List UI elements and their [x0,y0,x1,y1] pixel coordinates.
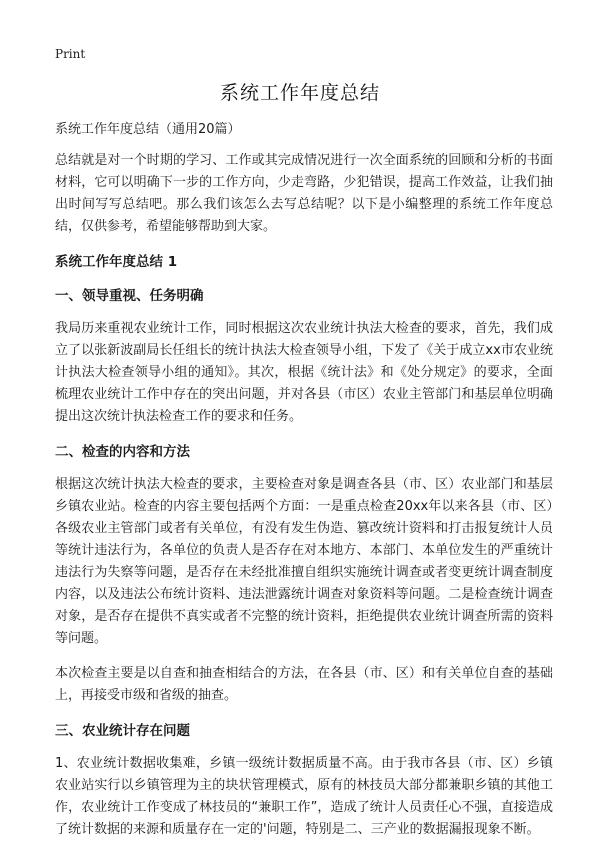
section-paragraph: 本次检查主要是以自查和抽查相结合的方法，在各县（市、区）和有关单位自查的基础上，再接受市级和省级的抽查。 [55,666,553,703]
print-link[interactable]: Print [55,47,86,61]
section-paragraph: 1、农业统计数据收集难，乡镇一级统计数据质量不高。由于我市各县（市、区）乡镇农业站实行以乡镇管理为主的块状管理模式，原有的林技员大部分都兼职乡镇的其他工作，农业统计工作变成了林技员的“兼职工作”，造成了统计人员责任心不强，直接造成了统计数据的来源和质量存在一定的'问题，特别是二、三产业的数据漏报现象不断。 [55,756,553,837]
page-title: 系统工作年度总结 [219,82,380,104]
section-heading: 三、农业统计存在问题 [55,723,190,739]
section-paragraph: 根据这次统计执法大检查的要求，主要检查对象是调查各县（市、区）农业部门和基层乡镇农业站。检查的内容主要包括两个方面：一是重点检查20xx年以来各县（市、区）各级农业主管部门或者有关单位，有没有发生伪造、篡改统计资料和打击报复统计人员等统计违法行为，各单位的负责人是否存在对本地方、本部门、本单位发生的严重统计违法行为失察等问题，是否存在未经批准擅自组织实施统计调查或者变更统计调查制度内容，以及违法公布统计资料、违法泄露统计调查对象资料等问题。二是检查统计调查对象，是否存在提供不真实或者不完整的统计资料，拒绝提供农业统计调查所需的资料等问题。 [55,477,553,646]
article-heading: 系统工作年度总结 1 [55,254,178,270]
document-subtitle: 系统工作年度总结（通用20篇） [55,122,241,137]
section-paragraph: 我局历来重视农业统计工作，同时根据这次农业统计执法大检查的要求，首先，我们成立了以张新波副局长任组长的统计执法大检查领导小组，下发了《关于成立xx市农业统计执法大检查领导小组的通知》。其次，根据《统计法》和《处分规定》的要求，全面梳理农业统计工作中存在的突出问题，并对各县（市区）农业主管部门和基层单位明确提出这次统计执法检查工作的要求和任务。 [55,321,553,424]
section-heading: 一、领导重视、任务明确 [55,288,204,304]
intro-paragraph: 总结就是对一个时期的学习、工作或其完成情况进行一次全面系统的回顾和分析的书面材料，它可以明确下一步的工作方向，少走弯路，少犯错误，提高工作效益，让我们抽出时间写写总结吧。那么我们该怎么去写总结呢？以下是小编整理的系统工作年度总结，仅供参考，希望能够帮助到大家。 [55,153,553,234]
document-body [55,120,553,854]
section-heading: 二、检查的内容和方法 [55,444,190,460]
